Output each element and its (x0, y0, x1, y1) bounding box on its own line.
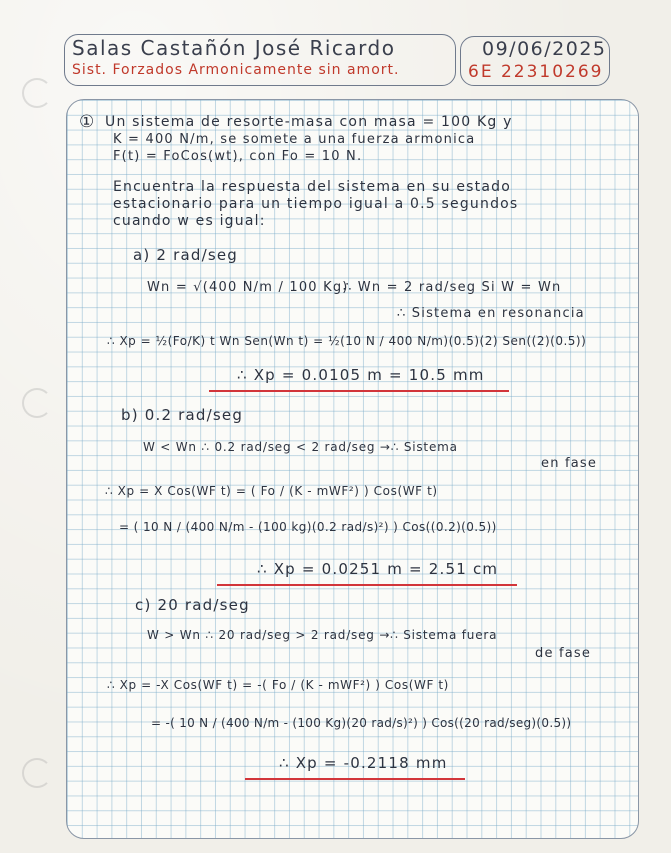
task-line-2: estacionario para un tiempo igual a 0.5 segundos (113, 196, 519, 212)
statement-line-1: Un sistema de resorte-masa con masa = 100 Kg y (105, 114, 513, 130)
part-c-substitution: = -( 10 N / (400 N/m - (100 Kg)(20 rad/s)²) ) Cos((20 rad/seg)(0.5)) (151, 716, 572, 730)
task-line-3: cuando w es igual: (113, 213, 266, 229)
grid-paper (66, 99, 639, 839)
part-c-condition: W > Wn ∴ 20 rad/seg > 2 rad/seg →∴ Sistema fuera (147, 628, 498, 642)
part-b-label: b) 0.2 rad/seg (121, 406, 244, 424)
part-a-wn-result: ∴ Wn = 2 rad/seg Si W = Wn (343, 280, 562, 295)
binder-hole-top (22, 78, 52, 108)
part-a-result: ∴ Xp = 0.0105 m = 10.5 mm (237, 366, 485, 384)
task-line-1: Encuentra la respuesta del sistema en su estado (113, 179, 511, 195)
part-a-label: a) 2 rad/seg (133, 246, 239, 264)
part-c-result-underline (245, 778, 465, 780)
problem-number: ① (79, 112, 96, 132)
part-a-conclusion: ∴ Sistema en resonancia (397, 306, 585, 321)
date: 09/06/2025 (482, 38, 607, 60)
binder-hole-bottom (22, 758, 52, 788)
part-b-formula: ∴ Xp = X Cos(WF t) = ( Fo / (K - mWF²) ) Cos(WF t) (105, 484, 438, 498)
part-a-result-underline (209, 390, 509, 392)
part-b-substitution: = ( 10 N / (400 N/m - (100 kg)(0.2 rad/s)²) ) Cos((0.2)(0.5)) (119, 520, 497, 534)
binder-hole-middle (22, 388, 52, 418)
subject-title: Sist. Forzados Armonicamente sin amort. (72, 62, 400, 78)
part-c-formula: ∴ Xp = -X Cos(WF t) = -( Fo / (K - mWF²) ) Cos(WF t) (107, 678, 449, 692)
statement-line-3: F(t) = FoCos(wt), con Fo = 10 N. (113, 149, 363, 164)
group-id: 6E 22310269 (468, 62, 604, 82)
part-c-label: c) 20 rad/seg (135, 596, 250, 614)
part-c-result: ∴ Xp = -0.2118 mm (279, 754, 448, 772)
student-name: Salas Castañón José Ricardo (72, 36, 396, 60)
part-a-wn-calc: Wn = √(400 N/m / 100 Kg) (147, 280, 349, 295)
part-b-result-underline (217, 584, 517, 586)
statement-line-2: K = 400 N/m, se somete a una fuerza armonica (113, 132, 476, 147)
part-a-formula: ∴ Xp = ½(Fo/K) t Wn Sen(Wn t) = ½(10 N / 400 N/m)(0.5)(2) Sen((2)(0.5)) (107, 334, 587, 348)
part-c-condition-2: de fase (535, 646, 592, 661)
part-b-condition: W < Wn ∴ 0.2 rad/seg < 2 rad/seg →∴ Sistema (143, 440, 458, 454)
part-b-result: ∴ Xp = 0.0251 m = 2.51 cm (257, 560, 499, 578)
part-b-condition-2: en fase (541, 456, 598, 471)
